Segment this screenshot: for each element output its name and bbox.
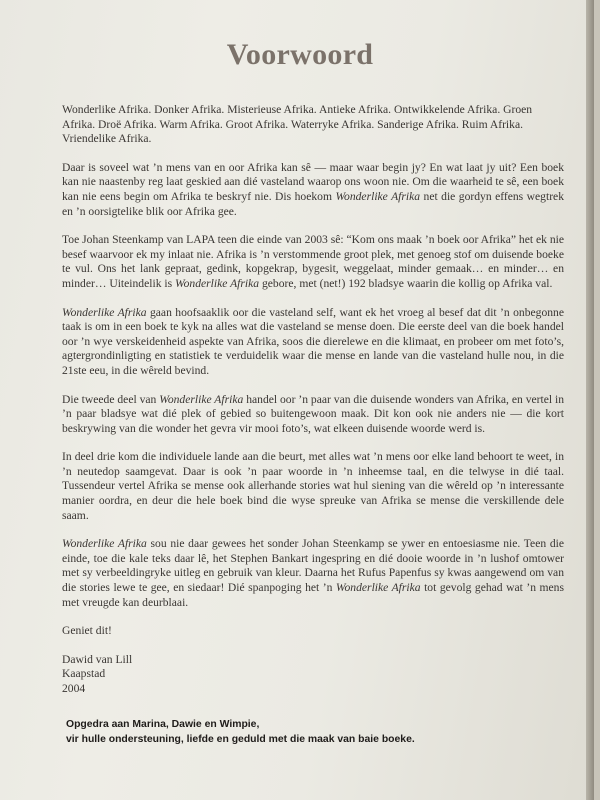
dedication-line-2: vir hulle ondersteuning, liefde en geduld met die maak van baie boeke. [66, 733, 415, 745]
paragraph-2-text-b: net die gordyn effens wegtrek en ’n oorsigtelike blik oor Afrika gee. [62, 189, 565, 218]
closing-line: Geniet dit! [62, 624, 112, 638]
book-title-italic: Wonderlike Afrika [159, 392, 244, 406]
author-place: Kaapstad [62, 667, 106, 681]
paragraph-5-text-a: Die tweede deel van [62, 392, 160, 406]
paragraph-5 [62, 393, 564, 437]
paragraph-4-text-b: gaan hoofsaaklik oor die vasteland self, want ek het vroeg al besef dat dit ’n onbegonne taak is om in een boek te kyk na alles wat die vasteland se mense doen. Die eerste deel van die boek handel oor ’n wye verskeidenheid aspekte van Afrika, soos die dierelewe en die klimaat, en probeer om met foto’s, agtergrondinligting en statistiek te verduidelik waar die mense en lande van die vasteland hulle nou, in die 21ste eeu, in die wêreld bevind. [62, 305, 564, 377]
author-name: Dawid van Lill [62, 652, 133, 666]
paragraph-3-text-b: gebore, met (net!) 192 bladsye waarin die kollig op Afrika val. [259, 276, 553, 290]
dedication-line-1: Opgedra aan Marina, Dawie en Wimpie, [66, 719, 260, 730]
paragraph-7 [62, 537, 564, 610]
page-edge-shadow [586, 0, 594, 800]
paragraph-3-text-a: Toe Johan Steenkamp van LAPA teen die einde van 2003 sê: “Kom ons maak ’n boek oor Afrika” het ek nie besef waarvoor ek my inlaat nie. Afrika is ’n verstommende groot plek, met genoeg stof om duisende boeke te vul. Ons het lank gepraat, gedink, kopgekrap, bygesit, weggelaat, minder gemaak… en minder… en minder… Uiteindelik is [62, 233, 564, 290]
signature-block [62, 653, 564, 697]
paragraph-5-text-b: handel oor ’n paar van die duisende wonders van Afrika, en vertel in ’n paar bladsye wat dié plek of gebied so buitengewoon maak. Dit kon ook nie anders nie — die kort beskrywing van die wonder het gevra vir mooi foto’s, wat elkeen duisende woorde werd is. [62, 392, 565, 435]
paragraph-1: Wonderlike Afrika. Donker Afrika. Misterieuse Afrika. Antieke Afrika. Ontwikkelende Afrika. Groen Afrika. Droë Afrika. Warm Afrika. Groot Afrika. Waterryke Afrika. Sanderige Afrika. Ruim Afrika. Vriendelike Afrika. [62, 103, 533, 146]
author-year: 2004 [62, 682, 86, 695]
paragraph-2 [62, 161, 564, 219]
book-title-italic: Wonderlike Afrika [62, 305, 147, 319]
paragraph-6: In deel drie kom die individuele lande aan die beurt, met alles wat ’n mens oor elke land behoort te weet, in ’n neutedop saamgevat. Daar is ook ’n paar woorde in ’n inheemse taal, en die telwyse in dié taal. Tussendeur vertel Afrika se mense ook allerhande stories wat hul siening van die wêreld op ’n interessante manier oordra, en deur die hele boek bind die wyse spreuke van Afrika se mense die verskillende dele saam. [62, 450, 564, 522]
paragraph-2-text-a: Daar is soveel wat ’n mens van en oor Afrika kan sê — maar waar begin jy? En wat laat jy uit? Een boek kan nie naastenby reg laat geskied aan dié vasteland waarop ons woon nie. Om die waarheid te sê, een boek kan nie eens begin om Afrika te beskryf nie. Dis hoekom [62, 160, 564, 203]
book-title-italic: Wonderlike Afrika [335, 581, 421, 595]
dedication [66, 718, 566, 747]
paragraph-3 [62, 233, 564, 291]
book-title-italic: Wonderlike Afrika [335, 189, 421, 203]
book-title-italic: Wonderlike Afrika [175, 276, 260, 290]
book-title-italic: Wonderlike Afrika [62, 537, 147, 551]
paragraph-7-text-b: sou nie daar gewees het sonder Johan Steenkamp se ywer en entoesiasme nie. Teen die einde, toe die kale teks daar lê, het Stephen Bankart ingespring en dié dooie woorde in ’n lushof omtower met sy verbeeldingryke uitleg en gebruik van kleur. Daarna het Rufus Papenfus sy kwas aangewend om van die stories lewe te gee, en siedaar! Dié spanpoging het ’n [62, 537, 565, 595]
paragraph-4 [62, 306, 564, 379]
page-title: Voorwoord [226, 38, 374, 71]
paragraph-7-text-c: tot gevolg gehad wat ’n mens met vreugde kan deurblaai. [62, 581, 564, 609]
foreword-body [62, 103, 564, 697]
